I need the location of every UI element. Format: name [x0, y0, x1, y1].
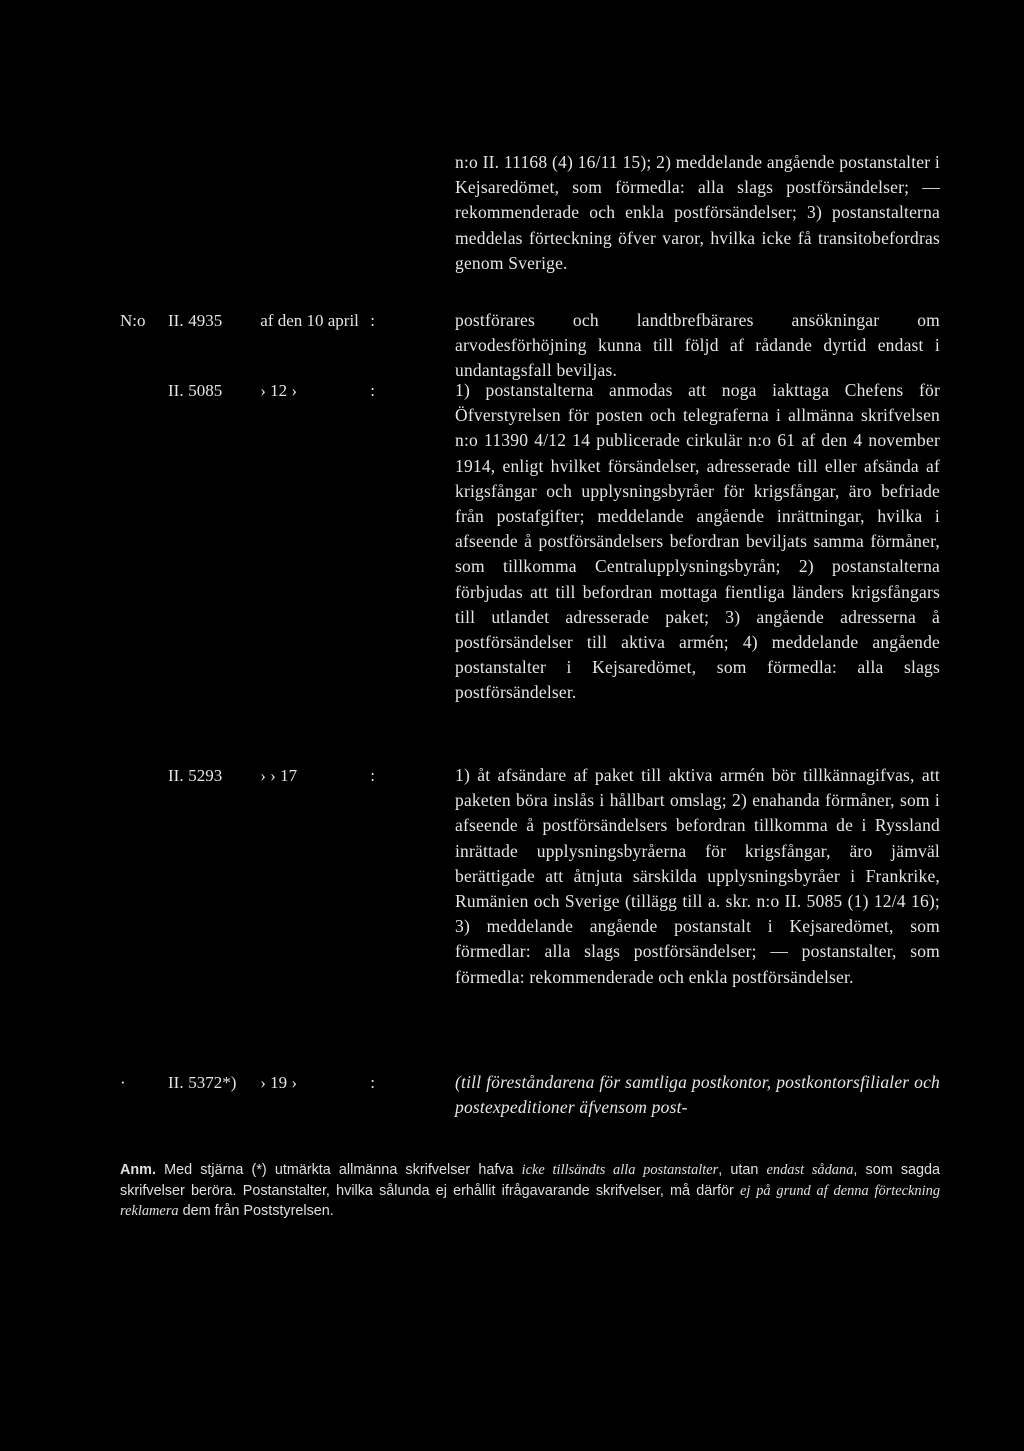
entry-text: 1) postanstalterna anmodas att noga iakttaga Chefens för Öfverstyrelsen för posten och telegraferna i allmänna skrifvelsen n:o 11390 4/12 14 publicerade cirkulär n:o 61 af den 4 november 1914, enligt hvilket försändelser, adresserade till eller afsända af krigsfångar och upplysningsbyråer för krigsfångar, äro befriade från postafgifter; meddelande angående inrättningar, hvilka i afseende å postförsändelsers befordran beviljats samma förmåner, som tillkomma Centralupplysningsbyrån; 2) postanstalterna förbjudas att till befordran mottaga fientliga länders krigsfångars till utlandet adresserade paket; 3) angående adresserna å postförsändelser till aktiva armén; 4) meddelande angående postanstalter i Kejsaredömet, som förmedla: alla slags postförsändelser. [455, 380, 940, 703]
entry-reference [120, 308, 450, 333]
entry-number: 4935 [188, 311, 223, 330]
entry-text: 1) åt afsändare af paket till aktiva armén bör tillkännagifvas, att paketen böra inslås i hållbart omslag; 2) enahanda förmåner, som i afseende å postförsändelsers befordran tillkomma de i Ryssland inrättade upplysningsbyråerna för krigsfångar, äro jämväl berättigade att åtnjuta särskilda upplysningsbyråer i Frankrike, Rumänien och Sverige (tillägg till a. skr. n:o II. 5085 (1) 12/4 16); 3) meddelande angående postanstalt i Kejsaredömet, som förmedlar: alla slags postförsändelser; — postanstalter, som förmedla: rekommenderade och enkla postförsändelser. [455, 765, 940, 987]
entry-series: II. [168, 381, 184, 400]
entry-date: › 19 › [260, 1073, 298, 1092]
entry-reference [120, 1070, 450, 1095]
entry-number: 5372*) [188, 1073, 237, 1092]
footnote-lead: Anm. [120, 1162, 156, 1178]
entry-prefix: · [120, 1073, 126, 1092]
entry-colon: : [370, 766, 375, 785]
intro-text: n:o II. 11168 (4) 16/11 15); 2) meddelande angående postanstalter i Kejsaredömet, som förmedla: alla slags postförsändelser; — rekommenderade och enkla postförsändelser; 3) postanstalterna meddelas förteckning öfver varor, hvilka icke få transitobefordras genom Sverige. [455, 152, 940, 273]
entry-prefix: N:o [120, 311, 146, 330]
footnote-text-2: , utan [718, 1162, 759, 1178]
entry-series: II. [168, 311, 184, 330]
entry-series: II. [168, 1073, 184, 1092]
footnote [120, 1160, 940, 1222]
footnote-italic-3: ej på grund af denna förteckning reklamera [120, 1182, 941, 1219]
entry-text: postförares och landtbrefbärares ansökningar om arvodesförhöjning kunna till följd af rådande dyrtid endast i undantagsfall beviljas. [455, 310, 940, 381]
entry-colon: : [370, 1073, 375, 1092]
entry-colon: : [370, 381, 375, 400]
entry-series: II. [168, 766, 184, 785]
footnote-italic-1: icke tillsändts alla postanstalter [521, 1162, 719, 1178]
entry-reference [120, 763, 450, 788]
entry-date: › 12 › [260, 381, 298, 400]
footnote-text-3: , som sagda skrifvelser beröra. Postanstalter, hvilka sålunda ej erhållit ifrågavarande skrifvelser, må därför [120, 1162, 941, 1199]
entry-number: 5293 [188, 766, 223, 785]
entry-reference [120, 378, 450, 403]
footnote-text-4: dem från Poststyrelsen. [182, 1203, 334, 1219]
footnote-text-1: Med stjärna (*) utmärkta allmänna skrifvelser hafva [164, 1162, 514, 1178]
footnote-italic-2: endast sådana [766, 1162, 854, 1178]
entry-date: af den 10 april [260, 311, 359, 330]
entry-date: › › 17 [260, 766, 298, 785]
entry-colon: : [370, 311, 375, 330]
entry-number: 5085 [188, 381, 223, 400]
entry-text: (till föreståndarena för samtliga postkontor, postkontorsfilialer och postexpeditioner äfvensom post- [455, 1072, 940, 1118]
